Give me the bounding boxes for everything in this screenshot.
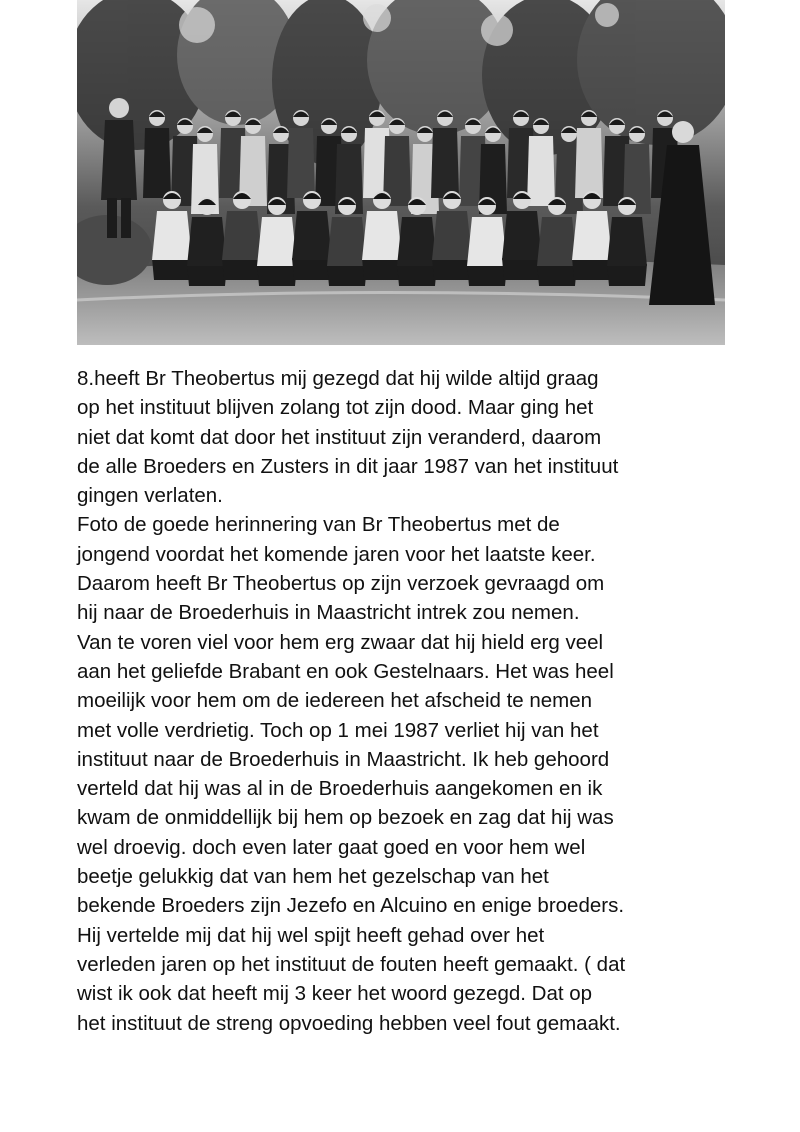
- body-text: [77, 364, 757, 1038]
- text-line: verteld dat hij was al in de Broederhuis aangekomen en ik: [77, 777, 603, 801]
- text-line: wel droevig. doch even later gaat goed en voor hem wel: [77, 835, 586, 859]
- text-line: met volle verdrietig. Toch op 1 mei 1987 verliet hij van het: [77, 718, 599, 742]
- text-line: bekende Broeders zijn Jezefo en Alcuino en enige broeders.: [77, 894, 625, 918]
- text-line: Hij vertelde mij dat hij wel spijt heeft gehad over het: [77, 923, 545, 947]
- text-line: instituut naar de Broederhuis in Maastricht. Ik heb gehoord: [77, 747, 610, 771]
- text-line: gingen verlaten.: [77, 484, 223, 508]
- text-line: de alle Broeders en Zusters in dit jaar 1987 van het instituut: [77, 454, 619, 478]
- text-line: het instituut de streng opvoeding hebben veel fout gemaakt.: [77, 1011, 621, 1035]
- text-line: verleden jaren op het instituut de fouten heeft gemaakt. ( dat: [77, 952, 626, 976]
- text-line: aan het geliefde Brabant en ook Gestelnaars. Het was heel: [77, 659, 614, 683]
- group-photo-image: [77, 0, 725, 345]
- text-line: hij naar de Broederhuis in Maastricht intrek zou nemen.: [77, 601, 580, 625]
- text-line: moeilijk voor hem om de iedereen het afscheid te nemen: [77, 689, 593, 713]
- text-line: 8.heeft Br Theobertus mij gezegd dat hij wilde altijd graag: [77, 367, 599, 390]
- text-line: wist ik ook dat heeft mij 3 keer het woord gezegd. Dat op: [77, 982, 593, 1006]
- text-line: Daarom heeft Br Theobertus op zijn verzoek gevraagd om: [77, 572, 605, 596]
- text-line: jongend voordat het komende jaren voor het laatste keer.: [77, 542, 596, 566]
- group-photo: [77, 0, 725, 345]
- text-line: op het instituut blijven zolang tot zijn dood. Maar ging het: [77, 396, 594, 420]
- text-line: Van te voren viel voor hem erg zwaar dat hij hield erg veel: [77, 630, 604, 654]
- text-line: niet dat komt dat door het instituut zijn veranderd, daarom: [77, 425, 602, 449]
- text-line: Foto de goede herinnering van Br Theobertus met de: [77, 513, 560, 537]
- text-line: beetje gelukkig dat van hem het gezelschap van het: [77, 865, 549, 889]
- text-line: kwam de onmiddellijk bij hem op bezoek en zag dat hij was: [77, 806, 614, 830]
